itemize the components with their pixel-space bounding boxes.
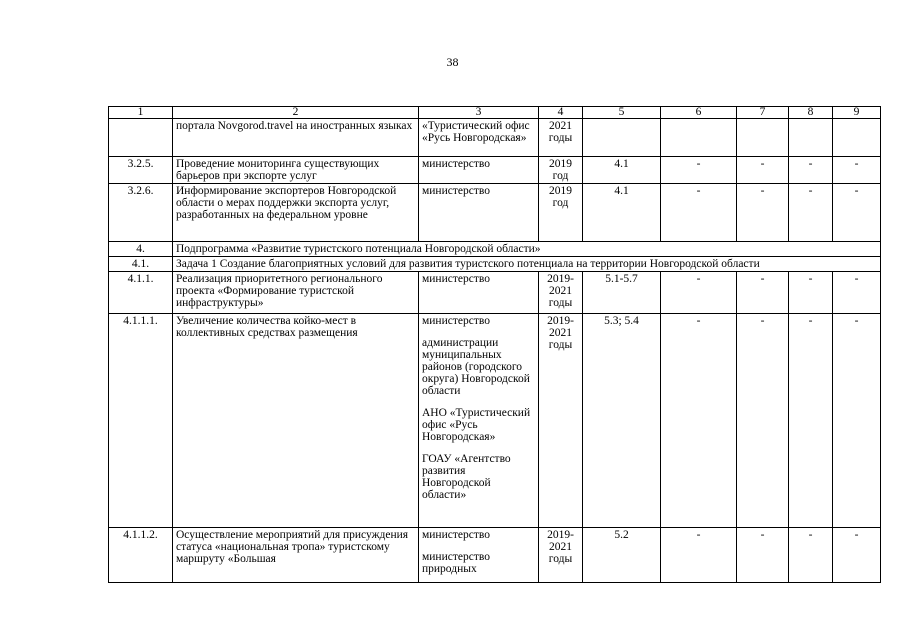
funding-cell: - xyxy=(661,157,737,184)
term-cell: 2019-2021 годы xyxy=(539,314,583,528)
funding-cell: - xyxy=(789,157,833,184)
executor-gap xyxy=(422,443,535,453)
term-cell: 2019-2021 годы xyxy=(539,272,583,314)
funding-cell: - xyxy=(789,528,833,583)
column-header: 7 xyxy=(737,107,789,119)
activity-cell: Осуществление мероприятий для присуждения статуса «национальная тропа» туристскому маршруту «Большая xyxy=(173,528,419,583)
row-number-cell: 3.2.5. xyxy=(109,157,173,184)
target-indicator-cell: 5.2 xyxy=(583,528,661,583)
executor-cell xyxy=(419,119,539,157)
funding-cell xyxy=(737,119,789,157)
column-number-row xyxy=(109,107,881,119)
section-title-cell: Подпрограмма «Развитие туристского потенциала Новгородской области» xyxy=(173,242,881,257)
funding-cell: - xyxy=(833,184,881,242)
funding-cell: - xyxy=(737,184,789,242)
row-number-cell xyxy=(109,119,173,157)
funding-cell: - xyxy=(737,528,789,583)
row-number-cell: 4. xyxy=(109,242,173,257)
activity-cell: портала Novgorod.travel на иностранных языках xyxy=(173,119,419,157)
executor-name: администрации муниципальных районов (городского округа) Новгородской области xyxy=(422,337,530,397)
funding-cell: - xyxy=(737,157,789,184)
activity-cell: Информирование экспортеров Новгородской области о мерах поддержки экспорта услуг, разработанных на федеральном уровне xyxy=(173,184,419,242)
plan-table xyxy=(108,106,881,583)
term-cell: 2019 год xyxy=(539,157,583,184)
row-number-cell: 4.1.1. xyxy=(109,272,173,314)
term-cell: 2019-2021 годы xyxy=(539,528,583,583)
executor-name: министерство xyxy=(422,529,490,541)
funding-cell: - xyxy=(661,184,737,242)
column-header: 2 xyxy=(173,107,419,119)
funding-cell: - xyxy=(833,157,881,184)
funding-cell: - xyxy=(789,184,833,242)
row-number-cell: 4.1.1.1. xyxy=(109,314,173,528)
funding-cell xyxy=(661,119,737,157)
target-indicator-cell: 5.1-5.7 xyxy=(583,272,661,314)
funding-cell: - xyxy=(789,272,833,314)
activity-cell: Реализация приоритетного регионального проекта «Формирование туристской инфраструктуры» xyxy=(173,272,419,314)
column-header: 6 xyxy=(661,107,737,119)
executor-gap xyxy=(422,397,535,407)
target-indicator-cell: 5.3; 5.4 xyxy=(583,314,661,528)
executor-name: министерство xyxy=(422,185,490,197)
page-number: 38 xyxy=(446,55,459,69)
funding-cell: - xyxy=(737,314,789,528)
table-row xyxy=(109,314,881,528)
funding-cell xyxy=(833,119,881,157)
column-header: 9 xyxy=(833,107,881,119)
table-row xyxy=(109,184,881,242)
row-number-cell: 4.1. xyxy=(109,257,173,272)
executor-cell xyxy=(419,528,539,583)
row-number-cell: 4.1.1.2. xyxy=(109,528,173,583)
column-header: 8 xyxy=(789,107,833,119)
row-number-cell: 3.2.6. xyxy=(109,184,173,242)
column-header: 3 xyxy=(419,107,539,119)
table-row xyxy=(109,157,881,184)
executor-cell xyxy=(419,314,539,528)
target-indicator-cell xyxy=(583,119,661,157)
executor-cell xyxy=(419,157,539,184)
funding-cell xyxy=(789,119,833,157)
executor-gap xyxy=(422,327,535,337)
funding-cell: - xyxy=(833,314,881,528)
column-header: 4 xyxy=(539,107,583,119)
funding-cell: - xyxy=(833,528,881,583)
plan-table-body xyxy=(109,107,881,583)
executor-gap xyxy=(422,541,535,551)
funding-cell: - xyxy=(661,528,737,583)
funding-cell: - xyxy=(833,272,881,314)
table-row xyxy=(109,528,881,583)
table-row xyxy=(109,272,881,314)
funding-cell: - xyxy=(661,272,737,314)
column-header: 5 xyxy=(583,107,661,119)
section-title-cell: Задача 1 Создание благоприятных условий для развития туристского потенциала на территории Новгородской области xyxy=(173,257,881,272)
section-row xyxy=(109,257,881,272)
executor-name: АНО «Туристический офис «Русь Новгородская» xyxy=(422,407,531,443)
target-indicator-cell: 4.1 xyxy=(583,157,661,184)
executor-cell xyxy=(419,272,539,314)
funding-cell: - xyxy=(661,314,737,528)
executor-name: министерство xyxy=(422,158,490,170)
executor-name: министерство xyxy=(422,273,490,285)
executor-name: «Туристический офис «Русь Новгородская» xyxy=(422,120,530,144)
funding-cell: - xyxy=(789,314,833,528)
target-indicator-cell: 4.1 xyxy=(583,184,661,242)
table-row xyxy=(109,119,881,157)
executor-name: ГОАУ «Агентство развития Новгородской области» xyxy=(422,453,511,501)
activity-cell: Проведение мониторинга существующих барьеров при экспорте услуг xyxy=(173,157,419,184)
funding-cell: - xyxy=(737,272,789,314)
executor-name: министерство природных xyxy=(422,551,490,575)
term-cell: 2019 год xyxy=(539,184,583,242)
executor-name: министерство xyxy=(422,315,490,327)
activity-cell: Увеличение количества койко-мест в коллективных средствах размещения xyxy=(173,314,419,528)
column-header: 1 xyxy=(109,107,173,119)
executor-cell xyxy=(419,184,539,242)
section-row xyxy=(109,242,881,257)
term-cell: 2021 годы xyxy=(539,119,583,157)
